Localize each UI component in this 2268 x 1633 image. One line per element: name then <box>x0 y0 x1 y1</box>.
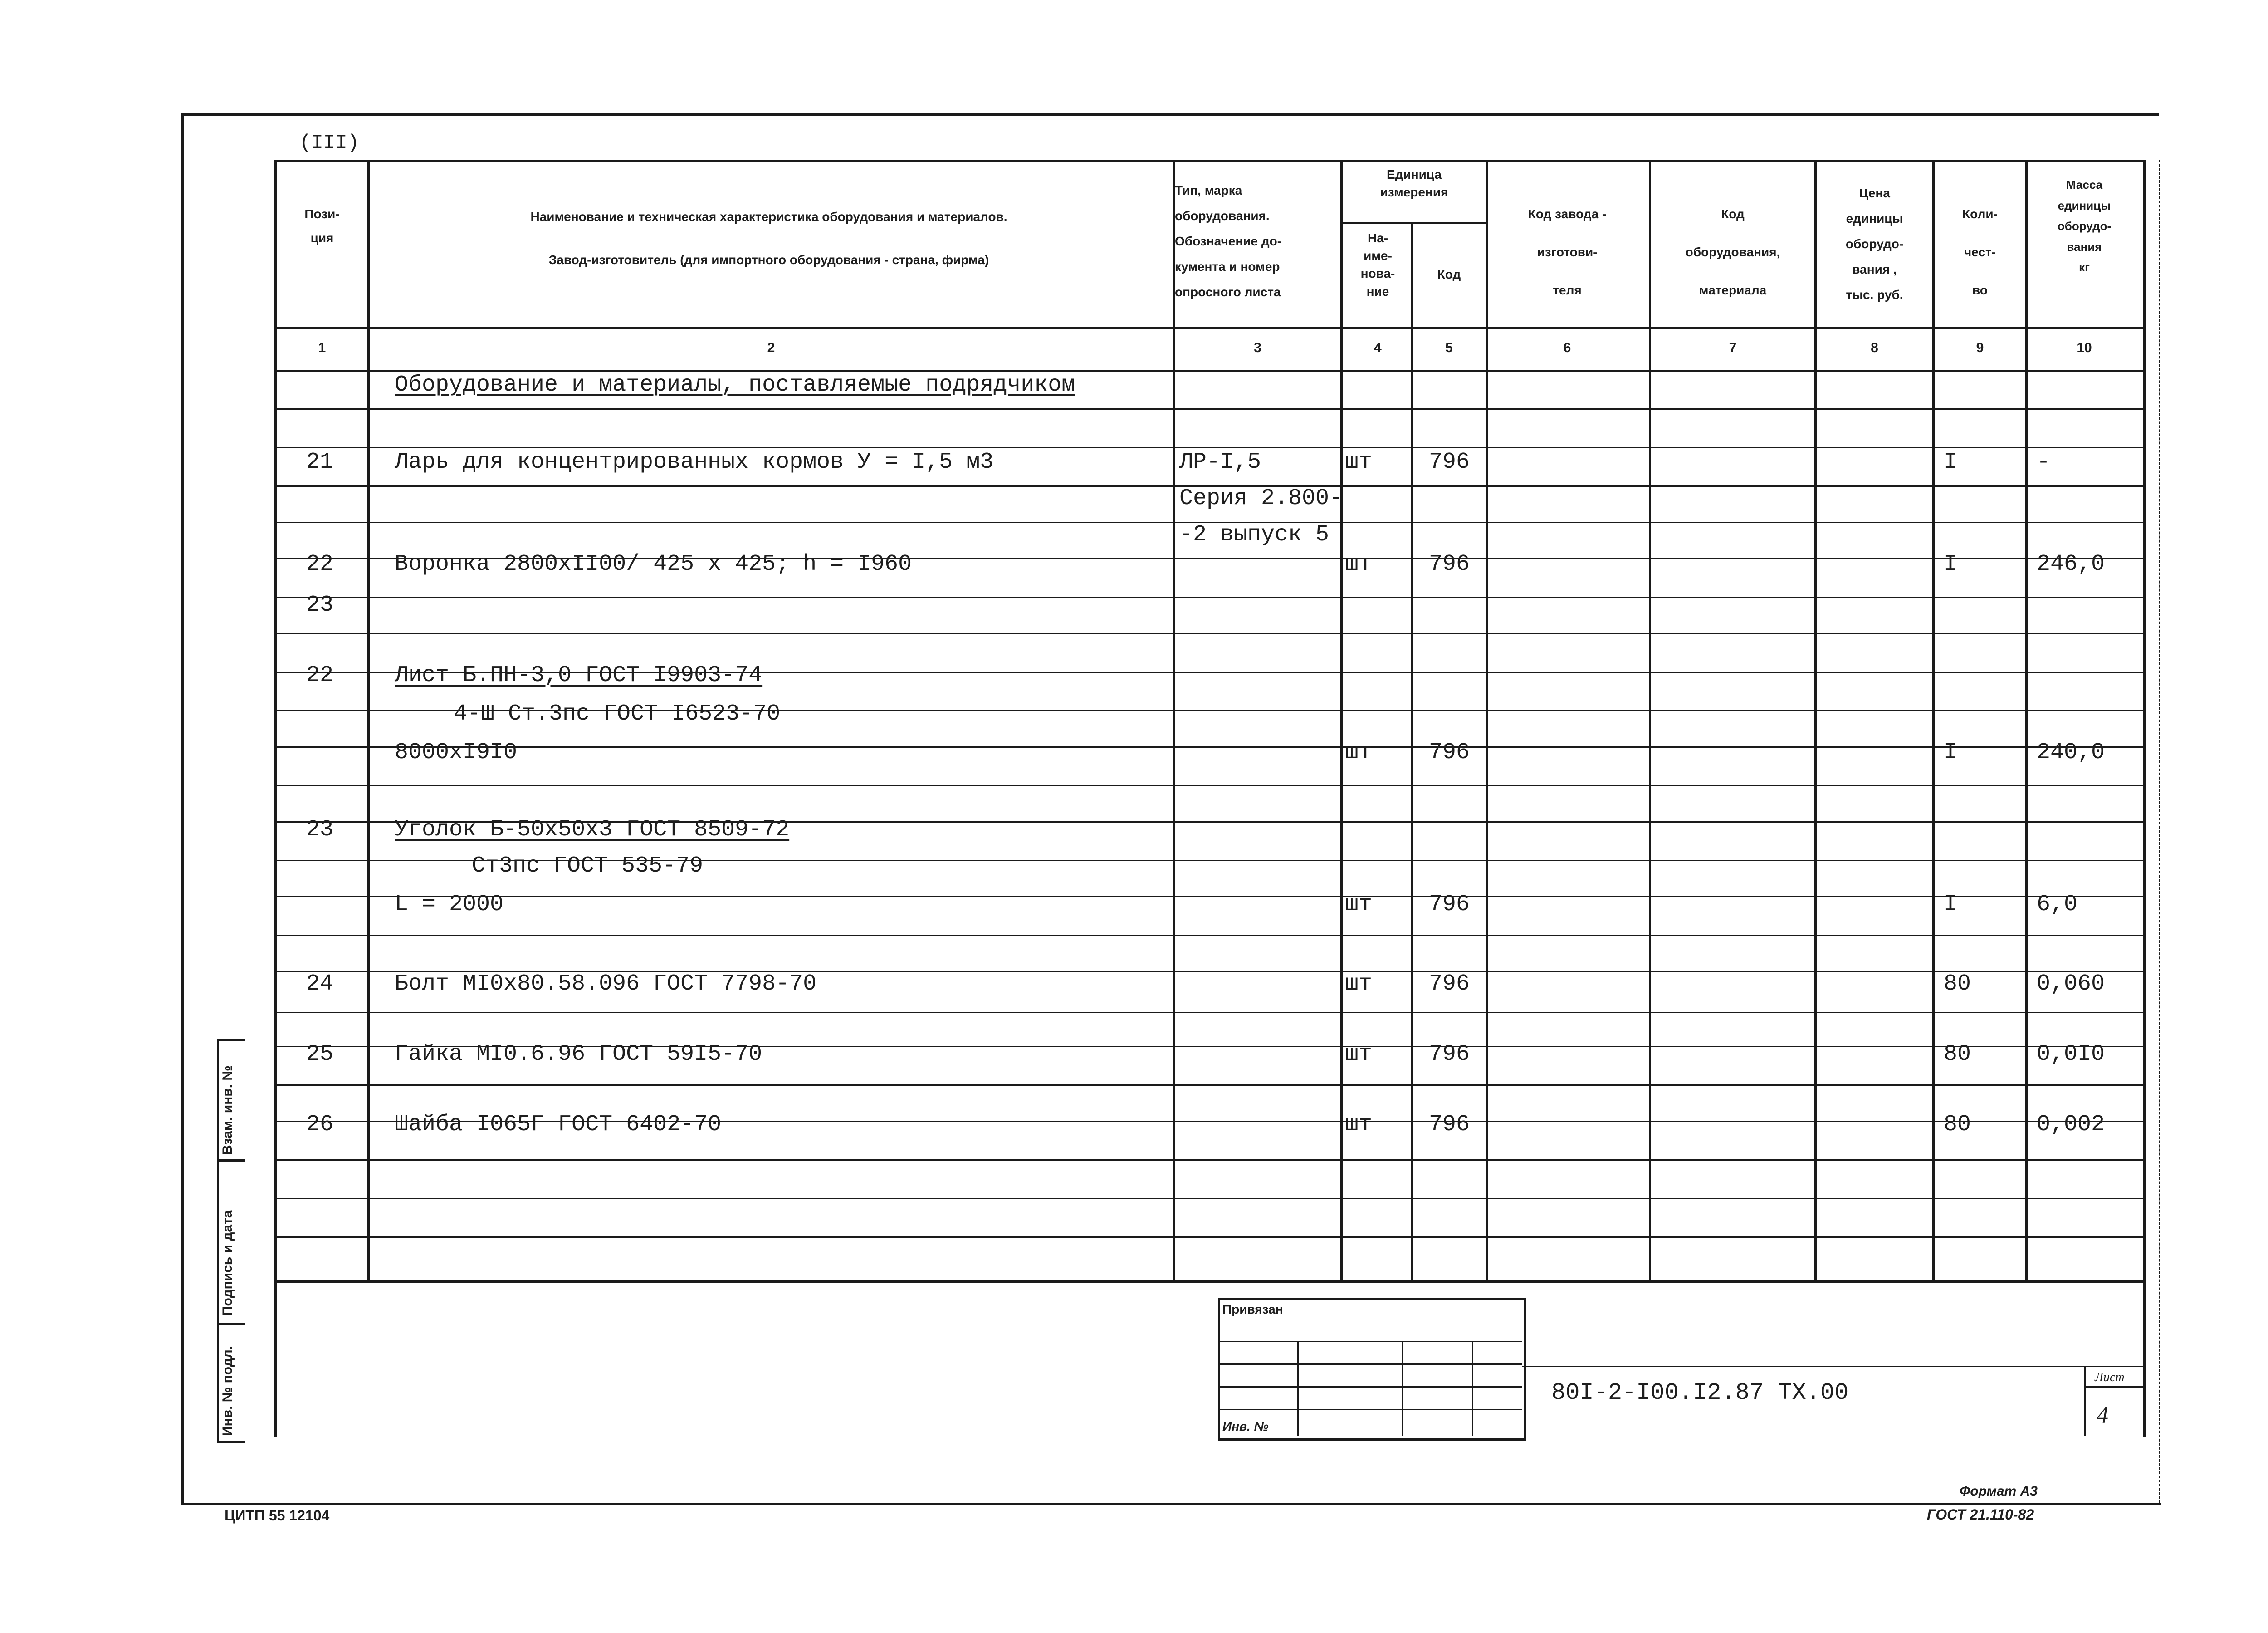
table-column-rule <box>1173 160 1175 1280</box>
row-unit-code: 796 <box>1429 1112 1470 1138</box>
row-rule <box>274 408 2143 410</box>
col-number-5: 5 <box>1445 340 1453 355</box>
row-unit: шт <box>1345 551 1373 577</box>
row-mass: - <box>2037 449 2051 475</box>
table-bottom-border <box>274 1280 2143 1283</box>
table-top-border <box>274 160 2143 162</box>
stamp-rule <box>1218 1363 1522 1365</box>
stamp-left-rule <box>274 1280 277 1437</box>
table-column-rule <box>1649 160 1651 1280</box>
row-quantity: I <box>1944 449 1958 475</box>
row-rule <box>274 1198 2143 1199</box>
col-number-9: 9 <box>1976 340 1984 355</box>
row-quantity: 80 <box>1944 1112 1971 1138</box>
col-number-8: 8 <box>1871 340 1878 355</box>
document-code: 80I-2-I00.I2.87 ТХ.00 <box>1551 1379 1849 1406</box>
col-number-1: 1 <box>318 340 326 355</box>
table-column-rule <box>1932 160 1935 1280</box>
row-unit: шт <box>1345 892 1373 917</box>
row-quantity: I <box>1944 892 1958 917</box>
header-plant-code: Код завода - изготови- теля <box>1528 207 1607 297</box>
header-unit-name: На- име- нова- ние <box>1360 231 1395 299</box>
row-quantity: I <box>1944 551 1958 577</box>
table-column-rule <box>2025 160 2028 1280</box>
row-rule <box>274 597 2143 598</box>
row-position: 21 <box>306 449 333 475</box>
header-unit-group: Единица измерения <box>1380 167 1448 200</box>
row-rule <box>274 1159 2143 1161</box>
frame-right-line <box>2159 160 2160 1503</box>
table-column-rule <box>1340 160 1343 1280</box>
row-mass: 0,060 <box>2037 971 2105 997</box>
row-name: L = 2000 <box>395 892 504 917</box>
stamp-attached-label: Привязан <box>1222 1302 1283 1316</box>
stamp-rule <box>1402 1341 1403 1436</box>
stamp-right-rule <box>2143 1280 2146 1437</box>
table-column-rule <box>274 160 277 1280</box>
row-name: Гайка МI0.6.96 ГОСТ 59I5-70 <box>395 1041 763 1067</box>
stamp-rule <box>1218 1386 1522 1388</box>
header-mass: Масса единицы оборудо- вания кг <box>2057 178 2112 274</box>
row-mass: 0,0I0 <box>2037 1041 2105 1067</box>
row-mass: 246,0 <box>2037 551 2105 577</box>
row-unit-code: 796 <box>1429 892 1470 917</box>
row-position: 26 <box>306 1112 333 1138</box>
col-number-3: 3 <box>1254 340 1261 355</box>
table-column-rule <box>2143 160 2146 1280</box>
footer-gost: ГОСТ 21.110-82 <box>1927 1506 2034 1523</box>
row-rule <box>274 447 2143 448</box>
row-unit-code: 796 <box>1429 551 1470 577</box>
table-column-rule <box>1486 160 1488 1280</box>
row-rule <box>274 935 2143 936</box>
unit-subheader-rule <box>1340 222 1486 224</box>
row-rule <box>274 1012 2143 1013</box>
footer-format: Формат А3 <box>1960 1484 2038 1499</box>
row-type: ЛР-I,5 <box>1179 449 1261 475</box>
row-name: Воронка 2800хII00/ 425 х 425; h = I960 <box>395 551 912 577</box>
table-column-rule <box>367 160 370 1280</box>
stamp-rule <box>1297 1341 1299 1436</box>
row-position: 24 <box>306 971 333 997</box>
header-bottom-rule <box>274 327 2143 329</box>
row-name: Ларь для концентрированных кормов У = I,5 м3 <box>395 449 994 475</box>
row-name: 8000хI9I0 <box>395 740 518 765</box>
row-type: -2 выпуск 5 <box>1179 522 1330 548</box>
row-position: 25 <box>306 1041 333 1067</box>
stamp-rule <box>1472 1341 1473 1436</box>
header-price: Цена единицы оборудо- вания , тыс. руб. <box>1845 186 1904 302</box>
frame-top-line <box>181 113 2159 116</box>
row-position: 23 <box>306 592 333 618</box>
stamp-rule <box>2084 1386 2143 1388</box>
row-unit-code: 796 <box>1429 971 1470 997</box>
row-unit-code: 796 <box>1429 1041 1470 1067</box>
row-rule <box>274 633 2143 634</box>
footer-left-code: ЦИТП 55 12104 <box>225 1507 330 1524</box>
stamp-rule <box>1218 1409 1522 1410</box>
section-title: Оборудование и материалы, поставляемые подрядчиком <box>395 372 1075 398</box>
row-name: Болт МI0х80.58.096 ГОСТ 7798-70 <box>395 971 817 997</box>
col-number-7: 7 <box>1729 340 1737 355</box>
col-number-2: 2 <box>767 340 775 355</box>
row-name: 4-Ш Ст.3пс ГОСТ I6523-70 <box>454 701 781 727</box>
row-unit: шт <box>1345 1112 1373 1138</box>
sheet-marker: (III) <box>299 132 360 154</box>
row-type: Серия 2.800- <box>1179 485 1343 511</box>
row-quantity: 80 <box>1944 971 1971 997</box>
table-column-rule <box>1814 160 1817 1280</box>
row-name: Шайба I065Г ГОСТ 6402-70 <box>395 1112 722 1138</box>
row-name: Лист Б.ПН-3,0 ГОСТ I9903-74 <box>395 662 763 688</box>
stamp-rule <box>1522 1366 2143 1367</box>
row-position: 23 <box>306 817 333 843</box>
stamp-inv-label: Инв. № <box>1222 1419 1269 1433</box>
col-number-6: 6 <box>1563 340 1571 355</box>
drawing-frame <box>181 114 2161 1505</box>
side-label-replaced-inv: Взам. инв. № <box>220 1065 235 1155</box>
row-unit: шт <box>1345 740 1373 765</box>
header-unit-code: Код <box>1437 267 1461 281</box>
sheet-label: Лист <box>2095 1370 2125 1384</box>
side-label-signature-date: Подпись и дата <box>220 1210 235 1316</box>
row-name: Уголок Б-50х50х3 ГОСТ 8509-72 <box>395 817 790 843</box>
header-type: Тип, марка оборудования. Обозначение до- кумента и номер опросного листа <box>1175 183 1282 299</box>
row-rule <box>274 785 2143 786</box>
header-position: Пози- ция <box>304 207 340 245</box>
row-position: 22 <box>306 662 333 688</box>
row-unit: шт <box>1345 1041 1373 1067</box>
row-quantity: I <box>1944 740 1958 765</box>
row-unit-code: 796 <box>1429 740 1470 765</box>
row-position: 22 <box>306 551 333 577</box>
row-rule <box>274 746 2143 748</box>
header-quantity: Коли- чест- во <box>1962 207 1998 297</box>
side-label-original-inv: Инв. № подл. <box>220 1345 235 1436</box>
row-rule <box>274 896 2143 897</box>
col-number-4: 4 <box>1374 340 1382 355</box>
row-mass: 0,002 <box>2037 1112 2105 1138</box>
row-rule <box>274 1084 2143 1086</box>
stamp-rule <box>1218 1341 1522 1342</box>
row-quantity: 80 <box>1944 1041 1971 1067</box>
header-equipment-code: Код оборудования, материала <box>1685 207 1780 297</box>
row-name: Ст3пс ГОСТ 535-79 <box>472 853 704 879</box>
col-number-10: 10 <box>2077 340 2092 355</box>
sheet-number: 4 <box>2097 1403 2108 1428</box>
row-unit: шт <box>1345 971 1373 997</box>
row-mass: 240,0 <box>2037 740 2105 765</box>
row-unit-code: 796 <box>1429 449 1470 475</box>
row-mass: 6,0 <box>2037 892 2078 917</box>
row-rule <box>274 1236 2143 1238</box>
header-name: Наименование и техническая характеристика оборудования и материалов. Завод-изготовитель (для импортного оборудования - страна, фирма) <box>530 210 1007 267</box>
row-unit: шт <box>1345 449 1373 475</box>
stamp-rule <box>2084 1366 2086 1436</box>
